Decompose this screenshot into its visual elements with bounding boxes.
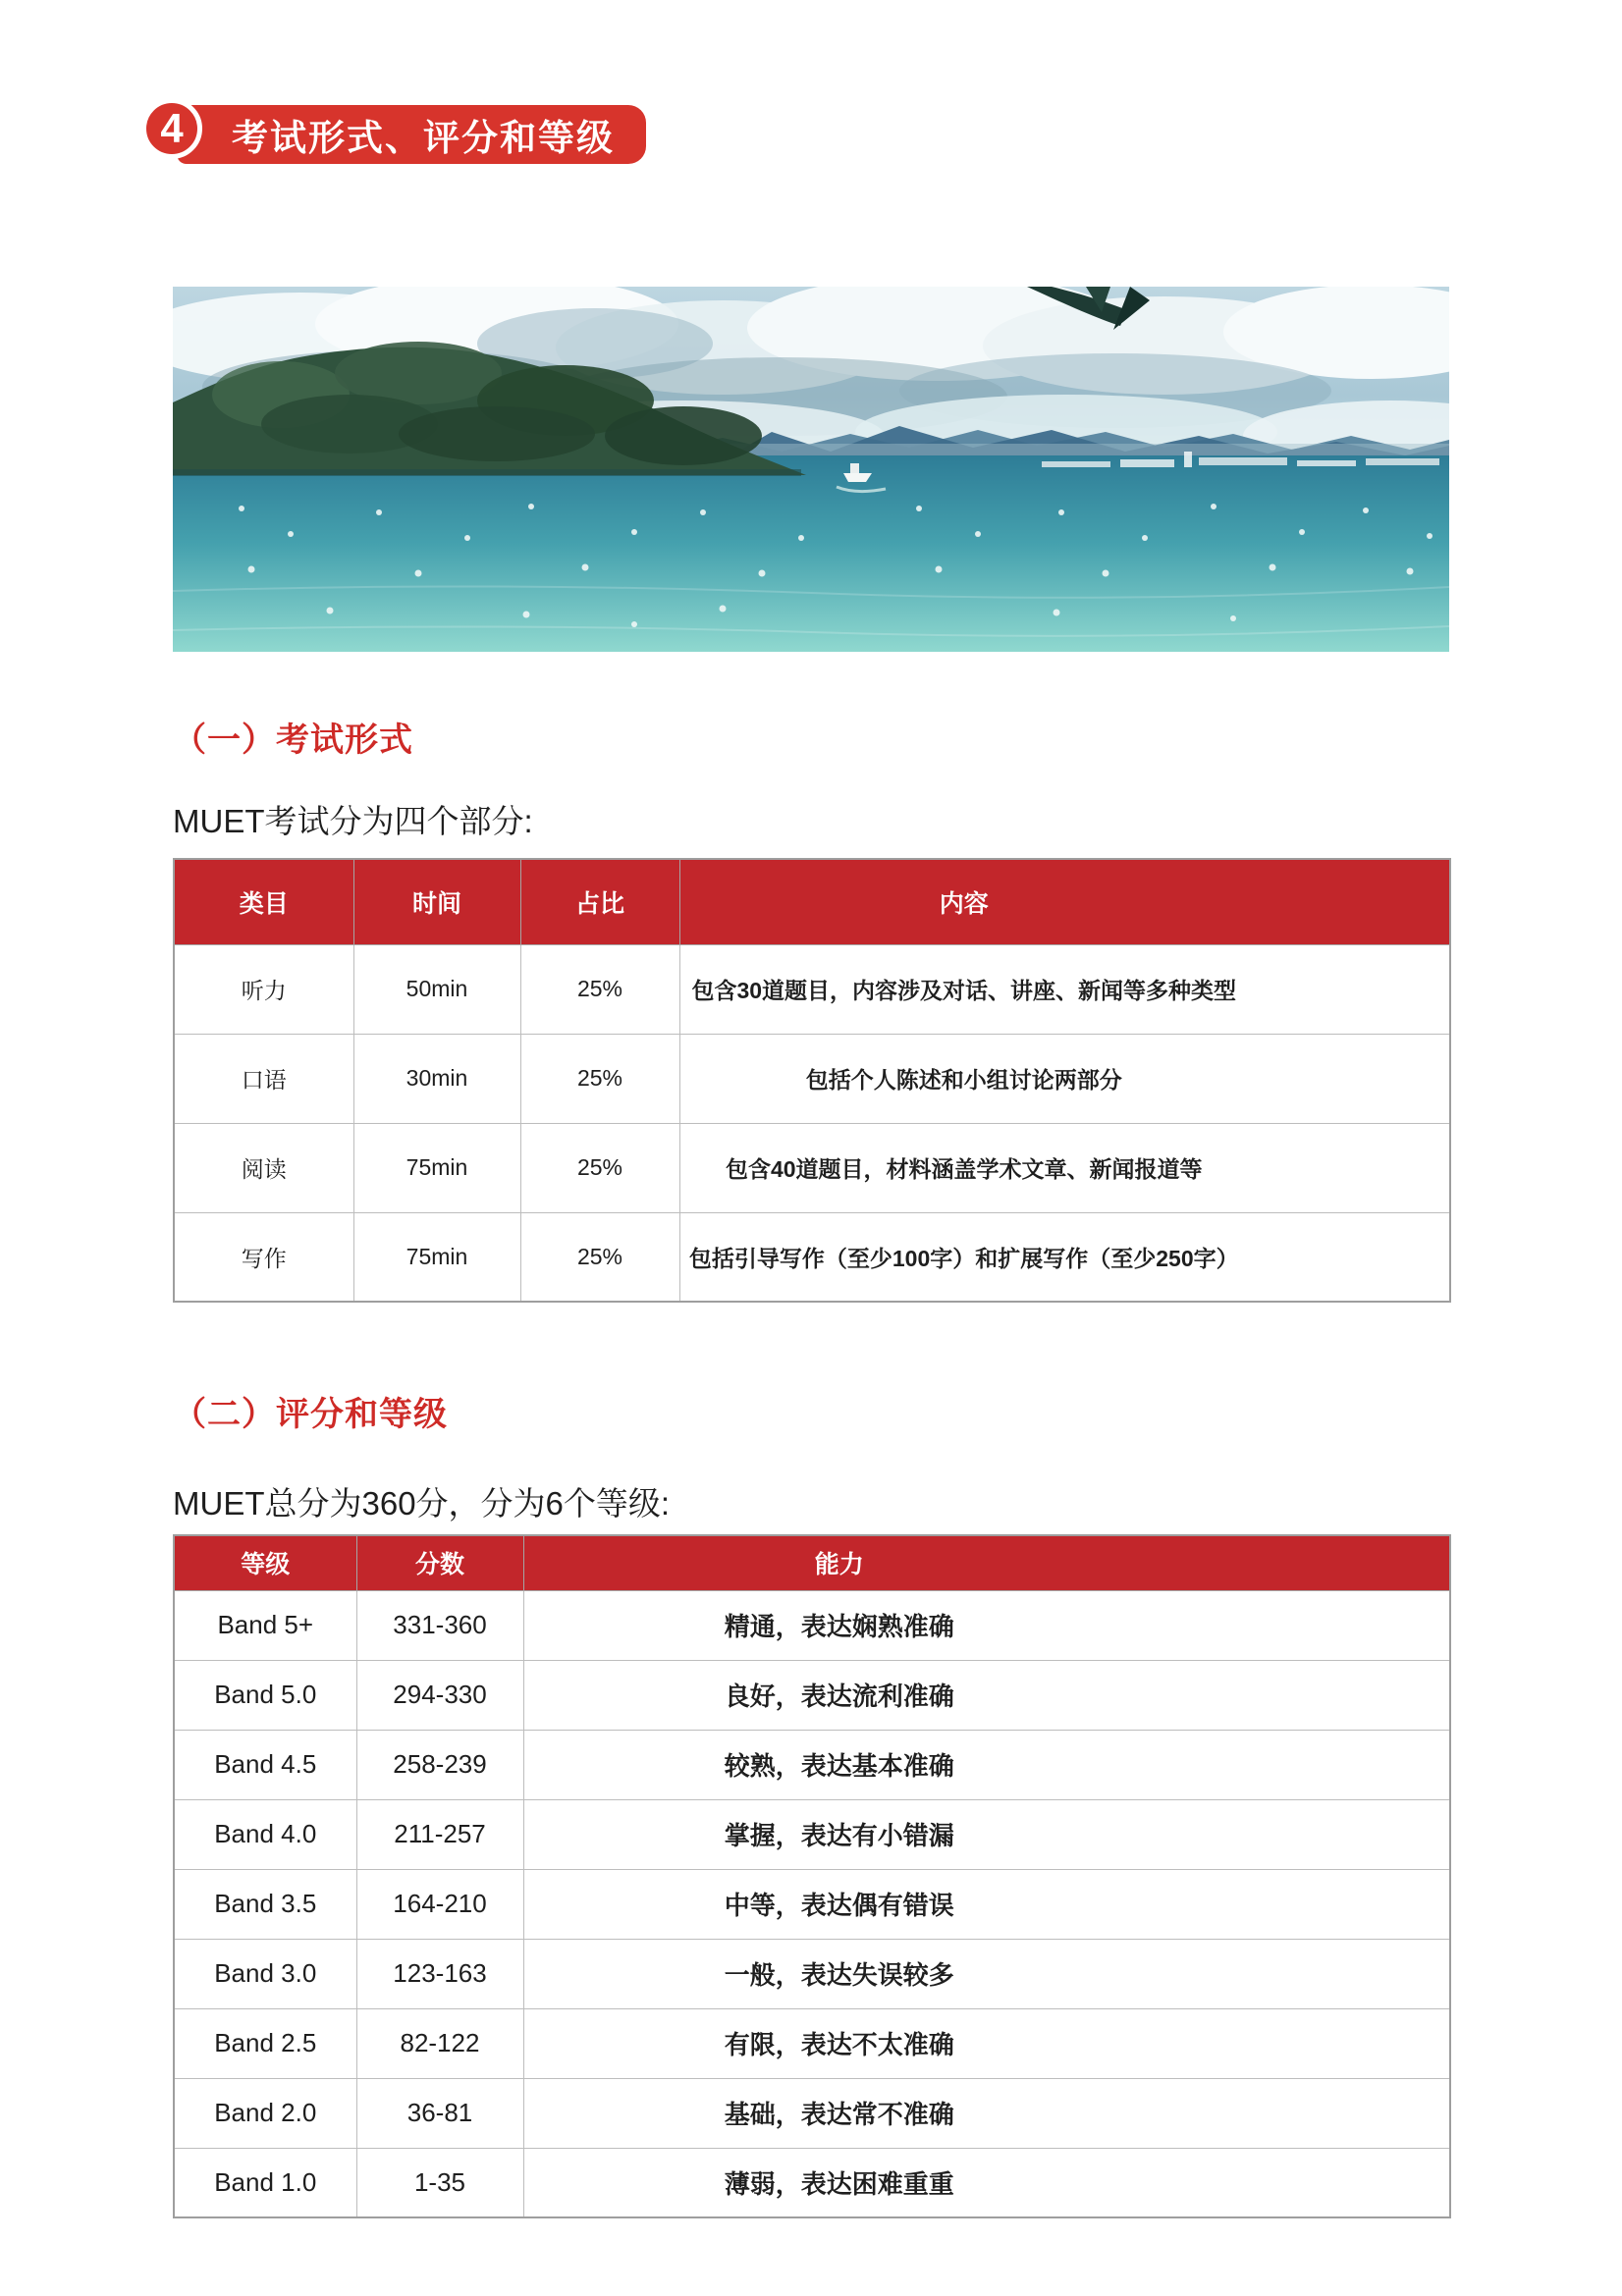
cell-content: 包括个人陈述和小组讨论两部分 [679, 1034, 1450, 1123]
cell-weight: 25% [520, 1212, 679, 1302]
cell-time: 75min [353, 1123, 520, 1212]
cell-score: 82-122 [356, 2008, 523, 2078]
cell-time: 30min [353, 1034, 520, 1123]
document-page [160, 98, 1449, 2218]
cell-ability: 中等，表达偶有错误 [523, 1869, 1450, 1939]
table-row [174, 1034, 1450, 1123]
cell-ability: 精通，表达娴熟准确 [523, 1590, 1450, 1660]
cell-band: Band 5.0 [174, 1660, 356, 1730]
island-sea-illustration [173, 287, 1449, 652]
table-header-row [174, 1535, 1450, 1590]
page-title: 考试形式、评分和等级 [232, 118, 615, 158]
table-row [174, 1869, 1450, 1939]
section-number-badge [141, 98, 202, 159]
header-cell-category: 类目 [174, 859, 353, 944]
cell-band: Band 5+ [174, 1590, 356, 1660]
cell-ability: 掌握，表达有小错漏 [523, 1799, 1450, 1869]
cell-band: Band 1.0 [174, 2148, 356, 2217]
cell-band: Band 4.5 [174, 1730, 356, 1799]
page-banner [141, 98, 1449, 171]
cell-content: 包含40道题目，材料涵盖学术文章、新闻报道等 [679, 1123, 1450, 1212]
header-cell-content: 内容 [679, 859, 1450, 944]
cell-weight: 25% [520, 1034, 679, 1123]
section-two-intro: MUET总分为360分，分为6个等级: [173, 1485, 671, 1522]
table-row [174, 1660, 1450, 1730]
header-cell-score: 分数 [356, 1535, 523, 1590]
section-one-heading: （一）考试形式 [173, 721, 413, 759]
table-row [174, 1939, 1450, 2008]
cell-ability: 有限，表达不太准确 [523, 2008, 1450, 2078]
cell-weight: 25% [520, 1123, 679, 1212]
cell-band: Band 3.0 [174, 1939, 356, 2008]
cell-score: 211-257 [356, 1799, 523, 1869]
cell-band: Band 2.5 [174, 2008, 356, 2078]
section-one-intro: MUET考试分为四个部分: [173, 803, 533, 839]
table-header-row [174, 859, 1450, 944]
table-row [174, 2008, 1450, 2078]
section-exam-format [173, 713, 1449, 1303]
table-row [174, 1123, 1450, 1212]
header-cell-weight: 占比 [520, 859, 679, 944]
table-row [174, 1590, 1450, 1660]
cell-band: Band 2.0 [174, 2078, 356, 2148]
cell-score: 1-35 [356, 2148, 523, 2217]
cell-category: 阅读 [174, 1123, 353, 1212]
cell-score: 294-330 [356, 1660, 523, 1730]
cell-content: 包括引导写作（至少100字）和扩展写作（至少250字） [679, 1212, 1450, 1302]
island-sea-photo [173, 287, 1449, 652]
table-row [174, 944, 1450, 1034]
section-two-heading: （二）评分和等级 [173, 1396, 448, 1433]
table-row [174, 1730, 1450, 1799]
cell-weight: 25% [520, 944, 679, 1034]
section-scoring-bands [173, 1387, 1449, 2218]
cell-ability: 较熟，表达基本准确 [523, 1730, 1450, 1799]
table-row [174, 2148, 1450, 2217]
cell-ability: 薄弱，表达困难重重 [523, 2148, 1450, 2217]
banner-bar [177, 105, 646, 164]
cell-score: 36-81 [356, 2078, 523, 2148]
cell-time: 75min [353, 1212, 520, 1302]
cell-score: 331-360 [356, 1590, 523, 1660]
cell-category: 口语 [174, 1034, 353, 1123]
cell-content: 包含30道题目，内容涉及对话、讲座、新闻等多种类型 [679, 944, 1450, 1034]
band-score-table [173, 1534, 1451, 2218]
exam-format-table [173, 858, 1451, 1303]
cell-ability: 良好，表达流利准确 [523, 1660, 1450, 1730]
cell-band: Band 3.5 [174, 1869, 356, 1939]
cell-time: 50min [353, 944, 520, 1034]
badge-number: 4 [160, 105, 184, 151]
cell-ability: 基础，表达常不准确 [523, 2078, 1450, 2148]
cell-ability: 一般，表达失误较多 [523, 1939, 1450, 2008]
cell-score: 164-210 [356, 1869, 523, 1939]
table-row [174, 2078, 1450, 2148]
header-cell-ability: 能力 [523, 1535, 1450, 1590]
header-cell-time: 时间 [353, 859, 520, 944]
cell-category: 写作 [174, 1212, 353, 1302]
table-row [174, 1799, 1450, 1869]
cell-category: 听力 [174, 944, 353, 1034]
cell-score: 123-163 [356, 1939, 523, 2008]
header-cell-band: 等级 [174, 1535, 356, 1590]
cell-band: Band 4.0 [174, 1799, 356, 1869]
table-row [174, 1212, 1450, 1302]
cell-score: 258-239 [356, 1730, 523, 1799]
